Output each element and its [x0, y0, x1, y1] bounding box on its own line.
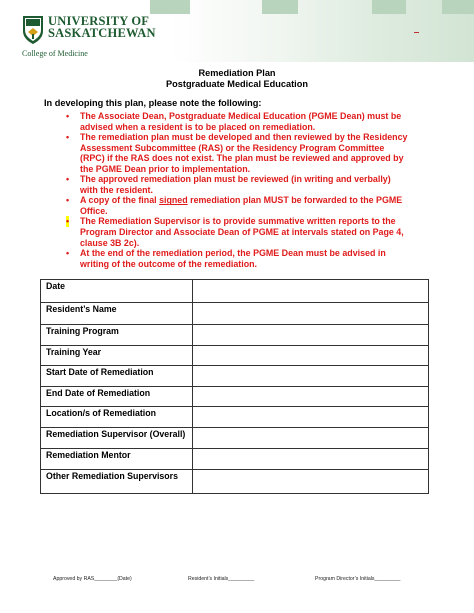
field-label: Date [41, 280, 193, 303]
training-year-field[interactable] [193, 346, 429, 366]
note-line: The approved remediation plan must be reviewed (in writing and verbally) [80, 174, 391, 185]
note-text: remediation plan MUST be forwarded to the PGME [187, 195, 403, 206]
banner-stripe [262, 0, 298, 14]
highlighted-bullet-icon: • [66, 216, 70, 227]
form-row [41, 303, 429, 325]
university-name [48, 15, 156, 39]
note-line [80, 195, 426, 206]
note-line: The Associate Dean, Postgraduate Medical Education (PGME Dean) must be [80, 111, 402, 121]
crest-icon [22, 15, 44, 45]
field-label: Start Date of Remediation [41, 366, 193, 387]
note-line: clause 3B 2c). [80, 237, 140, 248]
college-name: College of Medicine [22, 49, 88, 58]
note-line: The remediation plan must be developed and then reviewed by the Residency [80, 132, 408, 143]
form-row [41, 470, 429, 494]
note-item [66, 216, 426, 248]
field-label: Resident’s Name [41, 303, 193, 325]
note-line: advised when a resident is to be placed on remediation. [80, 121, 316, 132]
form-row [41, 428, 429, 449]
note-line: writing of the outcome of the remediation. [80, 258, 258, 269]
footer-resident-initials: Resident’s Initials_________ [188, 576, 255, 582]
training-program-field[interactable] [193, 325, 429, 346]
field-label: Training Program [41, 325, 193, 346]
field-label: Remediation Mentor [41, 449, 193, 470]
note-line: with the resident. [80, 184, 153, 195]
note-line: (RPC) if the RAS does not exist. The plan must be reviewed and approved by [80, 153, 404, 164]
university-name-line2: SASKATCHEWAN [48, 26, 156, 40]
banner-stripe [150, 0, 190, 14]
form-row [41, 366, 429, 387]
note-line: Assessment Subcommittee (RAS) or the Residency Program Committee [80, 142, 385, 153]
note-line: Office. [80, 205, 108, 216]
form-row [41, 449, 429, 470]
footer-director-initials: Program Director’s Initials_________ [315, 576, 401, 582]
note-item [66, 111, 426, 132]
note-line: At the end of the remediation period, the PGME Dean must be advised in [80, 248, 386, 259]
supervisor-overall-field[interactable] [193, 428, 429, 449]
banner-stripe [442, 0, 474, 14]
field-label: Other Remediation Supervisors [41, 470, 193, 494]
bullet-icon: • [66, 174, 70, 185]
note-line: The Remediation Supervisor is to provide summative written reports to the [80, 216, 396, 227]
end-date-field[interactable] [193, 387, 429, 407]
note-item [66, 195, 426, 216]
note-item [66, 174, 426, 195]
footer-approved-by: Approved by RAS________(Date) [53, 576, 132, 582]
form-row [41, 325, 429, 346]
field-label: Remediation Supervisor (Overall) [41, 428, 193, 449]
location-field[interactable] [193, 407, 429, 428]
bullet-icon: • [66, 111, 70, 121]
intro-text: In developing this plan, please note the following: [44, 98, 262, 108]
note-text-underlined: signed [159, 195, 188, 206]
bullet-icon: • [66, 132, 70, 143]
document-title: Remediation Plan [198, 68, 276, 78]
date-field[interactable] [193, 280, 429, 303]
bullet-icon: • [66, 248, 70, 259]
banner-stripe [372, 0, 406, 14]
field-label: End Date of Remediation [41, 387, 193, 407]
form-row [41, 387, 429, 407]
university-name-line1: UNIVERSITY OF [48, 14, 150, 28]
remediation-form-table [40, 279, 429, 494]
notes-list [66, 111, 426, 269]
note-item [66, 132, 426, 174]
resident-name-field[interactable] [193, 303, 429, 325]
other-supervisors-field[interactable] [193, 470, 429, 494]
mentor-field[interactable] [193, 449, 429, 470]
form-row [41, 407, 429, 428]
note-line: the PGME Dean prior to implementation. [80, 163, 251, 174]
note-line: Program Director and Associate Dean of PGME at intervals stated on Page 4, [80, 227, 404, 238]
note-text: A copy of the final [80, 195, 160, 206]
field-label: Training Year [41, 346, 193, 366]
form-row [41, 346, 429, 366]
bullet-icon: • [66, 195, 70, 206]
start-date-field[interactable] [193, 366, 429, 387]
corner-mark [414, 32, 419, 33]
form-row [41, 280, 429, 303]
field-label: Location/s of Remediation [41, 407, 193, 428]
note-item [66, 248, 426, 269]
document-subtitle: Postgraduate Medical Education [166, 79, 308, 89]
